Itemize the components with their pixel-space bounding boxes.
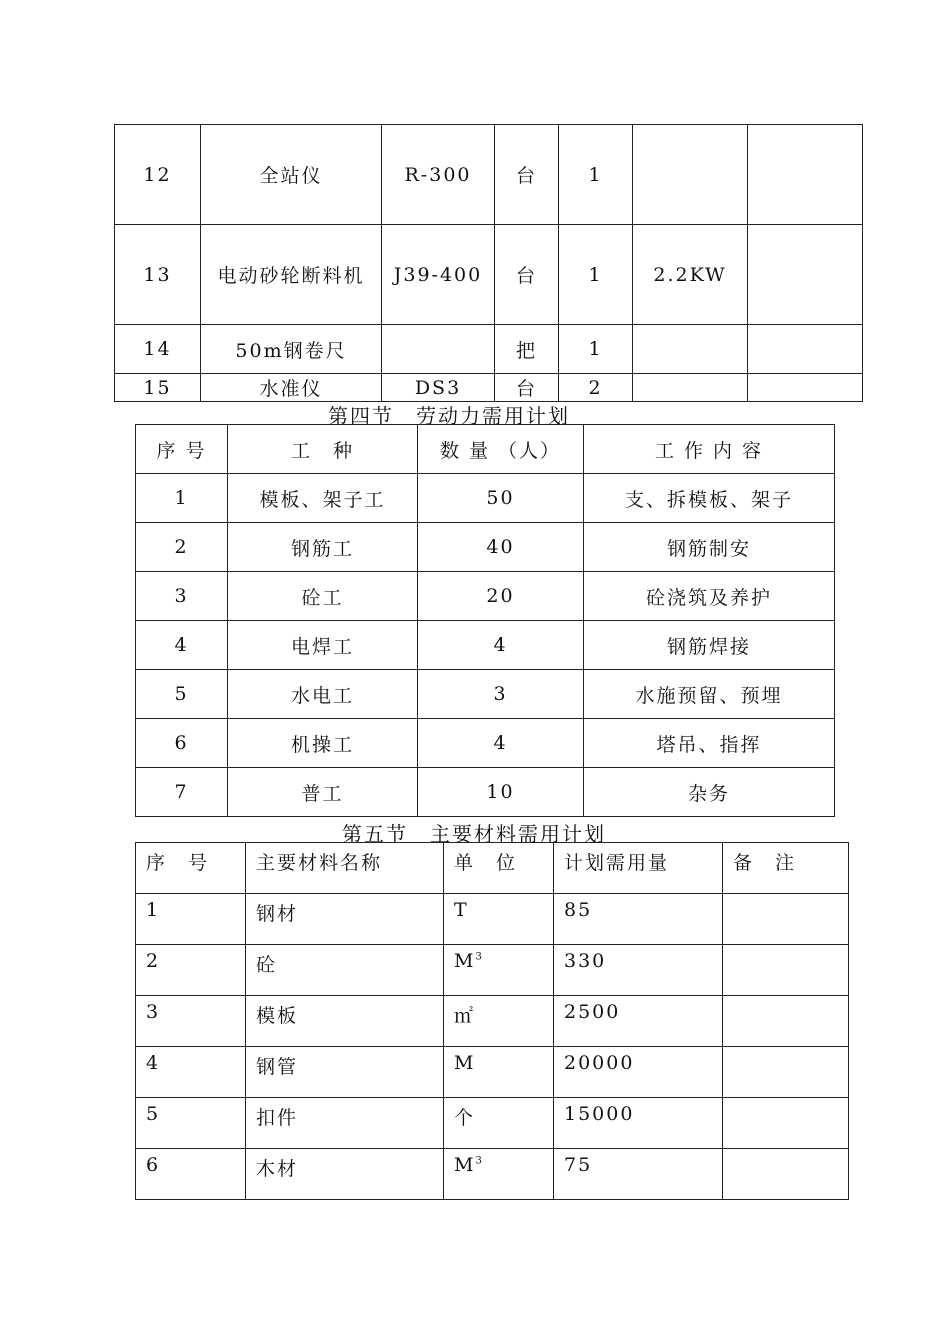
labor-count: 4 [418, 621, 584, 670]
labor-section-title: 第四节 劳动力需用计划 [328, 404, 570, 428]
material-note [723, 945, 849, 996]
material-name: 木材 [246, 1149, 444, 1200]
labor-trade: 钢筋工 [228, 523, 418, 572]
labor-no: 2 [136, 523, 228, 572]
material-note [723, 1047, 849, 1098]
table-row [136, 523, 835, 572]
labor-table [135, 424, 835, 817]
equip-model: R-300 [382, 125, 495, 225]
labor-no: 6 [136, 719, 228, 768]
material-qty: 75 [554, 1149, 723, 1200]
labor-trade: 砼工 [228, 572, 418, 621]
labor-count: 40 [418, 523, 584, 572]
material-qty: 2500 [554, 996, 723, 1047]
table-header-row [136, 843, 849, 894]
material-name: 砼 [246, 945, 444, 996]
equip-name: 水准仪 [201, 374, 382, 402]
labor-count: 20 [418, 572, 584, 621]
materials-section-title: 第五节 主要材料需用计划 [342, 822, 606, 846]
column-header: 工 作 内 容 [584, 425, 835, 474]
table-row [136, 768, 835, 817]
table-row [136, 1047, 849, 1098]
equipment-table [114, 124, 863, 402]
material-name: 钢材 [246, 894, 444, 945]
equip-unit: 台 [495, 225, 559, 325]
material-no: 6 [136, 1149, 246, 1200]
table-row [115, 374, 863, 402]
material-unit [444, 1149, 554, 1200]
unit-text: M [454, 950, 476, 972]
table-row [136, 474, 835, 523]
material-name: 模板 [246, 996, 444, 1047]
equip-unit: 把 [495, 325, 559, 374]
equip-model [382, 325, 495, 374]
material-name: 扣件 [246, 1098, 444, 1149]
table-header-row [136, 425, 835, 474]
material-no: 3 [136, 996, 246, 1047]
labor-content: 杂务 [584, 768, 835, 817]
table-row [136, 996, 849, 1047]
labor-trade: 普工 [228, 768, 418, 817]
equip-name: 全站仪 [201, 125, 382, 225]
equip-name: 50m钢卷尺 [201, 325, 382, 374]
labor-count: 3 [418, 670, 584, 719]
labor-trade: 水电工 [228, 670, 418, 719]
equip-power [633, 325, 748, 374]
labor-trade: 电焊工 [228, 621, 418, 670]
table-row [115, 125, 863, 225]
table-row [115, 225, 863, 325]
labor-no: 3 [136, 572, 228, 621]
equip-unit: 台 [495, 374, 559, 402]
table-row [136, 670, 835, 719]
column-header: 序 号 [136, 425, 228, 474]
labor-content: 支、拆模板、架子 [584, 474, 835, 523]
labor-trade: 机操工 [228, 719, 418, 768]
material-qty: 330 [554, 945, 723, 996]
labor-count: 10 [418, 768, 584, 817]
equip-power [633, 374, 748, 402]
equip-note [748, 225, 863, 325]
labor-no: 4 [136, 621, 228, 670]
materials-table [135, 842, 849, 1200]
material-unit [444, 1047, 554, 1098]
equip-unit: 台 [495, 125, 559, 225]
equip-qty: 1 [559, 225, 633, 325]
equip-model: J39-400 [382, 225, 495, 325]
material-qty: 15000 [554, 1098, 723, 1149]
equip-power [633, 125, 748, 225]
column-header: 计划需用量 [554, 843, 723, 894]
table-row [136, 1149, 849, 1200]
equip-no: 15 [115, 374, 201, 402]
equip-no: 13 [115, 225, 201, 325]
equip-qty: 2 [559, 374, 633, 402]
column-header: 主要材料名称 [246, 843, 444, 894]
material-note [723, 996, 849, 1047]
labor-content: 钢筋焊接 [584, 621, 835, 670]
material-qty: 85 [554, 894, 723, 945]
material-no: 2 [136, 945, 246, 996]
unit-text: ㎡ [454, 1005, 476, 1027]
table-row [136, 719, 835, 768]
table-row [136, 1098, 849, 1149]
material-unit [444, 945, 554, 996]
material-note [723, 1098, 849, 1149]
labor-content: 钢筋制安 [584, 523, 835, 572]
column-header: 数 量 （人） [418, 425, 584, 474]
table-row [115, 325, 863, 374]
material-name: 钢管 [246, 1047, 444, 1098]
unit-superscript: 3 [475, 1155, 484, 1167]
equip-name: 电动砂轮断料机 [201, 225, 382, 325]
labor-count: 4 [418, 719, 584, 768]
table-row [136, 894, 849, 945]
labor-content: 水施预留、预埋 [584, 670, 835, 719]
labor-content: 塔吊、指挥 [584, 719, 835, 768]
equip-no: 12 [115, 125, 201, 225]
labor-no: 7 [136, 768, 228, 817]
equip-power: 2.2KW [633, 225, 748, 325]
equip-note [748, 374, 863, 402]
labor-trade: 模板、架子工 [228, 474, 418, 523]
equip-qty: 1 [559, 125, 633, 225]
equip-no: 14 [115, 325, 201, 374]
unit-text: M [454, 1154, 476, 1176]
material-note [723, 1149, 849, 1200]
labor-count: 50 [418, 474, 584, 523]
unit-text: T [454, 899, 469, 921]
unit-text: M [454, 1052, 476, 1074]
equip-note [748, 325, 863, 374]
column-header: 备 注 [723, 843, 849, 894]
material-unit [444, 996, 554, 1047]
column-header: 单 位 [444, 843, 554, 894]
material-unit [444, 894, 554, 945]
material-note [723, 894, 849, 945]
unit-superscript: 3 [475, 951, 484, 963]
equip-qty: 1 [559, 325, 633, 374]
material-no: 4 [136, 1047, 246, 1098]
material-qty: 20000 [554, 1047, 723, 1098]
column-header: 工 种 [228, 425, 418, 474]
table-row [136, 945, 849, 996]
labor-no: 1 [136, 474, 228, 523]
material-no: 1 [136, 894, 246, 945]
material-unit [444, 1098, 554, 1149]
table-row [136, 572, 835, 621]
unit-text: 个 [454, 1107, 476, 1129]
labor-no: 5 [136, 670, 228, 719]
equip-model: DS3 [382, 374, 495, 402]
table-row [136, 621, 835, 670]
material-no: 5 [136, 1098, 246, 1149]
equip-note [748, 125, 863, 225]
labor-content: 砼浇筑及养护 [584, 572, 835, 621]
column-header: 序 号 [136, 843, 246, 894]
